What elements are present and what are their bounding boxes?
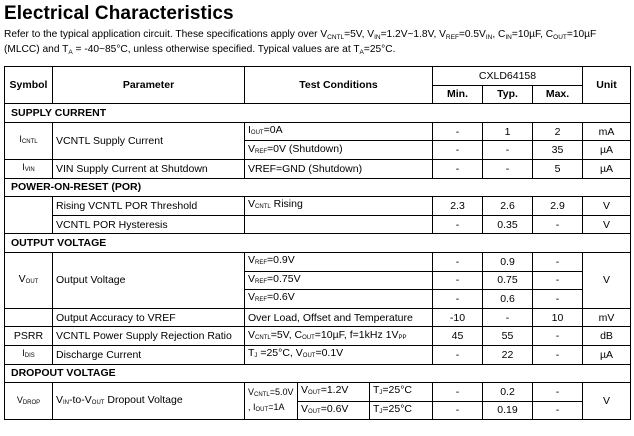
min-value: - bbox=[433, 401, 483, 420]
symbol-psrr: PSRR bbox=[5, 327, 53, 346]
cond-vdrop-temp-1: TJ=25°C bbox=[370, 383, 433, 402]
table-row bbox=[5, 122, 631, 141]
max-value: - bbox=[533, 327, 583, 346]
intro-text: Refer to the typical application circuit. These specifications apply over $V_{CNTL}=5V$, $V_{IN}=1.2V\sim 1.8V$, $V_{REF}=0.5V_{IN}$, $C_{IN}=10\mu F$, $C_{OUT}=10\mu F$ (MLCC) and $T_A$ = -40~85°C, unless otherwise specified. Typical values are at $T_A=25^\circ C$. bbox=[4, 29, 597, 56]
cond-por-hysteresis bbox=[245, 215, 433, 234]
header-typ: Typ. bbox=[483, 85, 533, 104]
param-psrr: VCNTL Power Supply Rejection Ratio bbox=[53, 327, 245, 346]
max-value: - bbox=[533, 290, 583, 309]
unit-value: µA bbox=[583, 345, 631, 364]
header-symbol: Symbol bbox=[5, 67, 53, 104]
cond-psrr: VCNTL=5V, COUT=10µF, f=1kHz 1VPP bbox=[245, 327, 433, 346]
header-min: Min. bbox=[433, 85, 483, 104]
typ-value: - bbox=[483, 308, 533, 327]
cond-vout-1: VREF=0.9V bbox=[245, 252, 433, 271]
max-value: - bbox=[533, 345, 583, 364]
unit-value: dB bbox=[583, 327, 631, 346]
table-row bbox=[5, 215, 631, 234]
param-ivin: VIN Supply Current at Shutdown bbox=[53, 159, 245, 178]
unit-value: µA bbox=[583, 159, 631, 178]
min-value: 45 bbox=[433, 327, 483, 346]
min-value: - bbox=[433, 252, 483, 271]
table-row bbox=[5, 159, 631, 178]
max-value: - bbox=[533, 401, 583, 420]
max-value: 5 bbox=[533, 159, 583, 178]
cond-idis: TJ =25°C, VOUT=0.1V bbox=[245, 345, 433, 364]
section-dropout-voltage: DROPOUT VOLTAGE bbox=[5, 364, 631, 383]
symbol-idis: IDIS bbox=[5, 345, 53, 364]
typ-value: - bbox=[483, 159, 533, 178]
param-por-threshold: Rising VCNTL POR Threshold bbox=[53, 197, 245, 216]
typ-value: 0.2 bbox=[483, 383, 533, 402]
min-value: -10 bbox=[433, 308, 483, 327]
cond-icntl-1: IOUT=0A bbox=[245, 122, 433, 141]
cond-vout-3: VREF=0.6V bbox=[245, 290, 433, 309]
min-value: - bbox=[433, 141, 483, 160]
param-accuracy: Output Accuracy to VREF bbox=[53, 308, 245, 327]
max-value: 2.9 bbox=[533, 197, 583, 216]
min-value: 2.3 bbox=[433, 197, 483, 216]
min-value: - bbox=[433, 122, 483, 141]
typ-value: 0.9 bbox=[483, 252, 533, 271]
min-value: - bbox=[433, 215, 483, 234]
table-row bbox=[5, 308, 631, 327]
page-title: Electrical Characteristics bbox=[4, 3, 234, 24]
unit-value: V bbox=[583, 197, 631, 216]
cond-vdrop-2: VOUT=0.6V bbox=[298, 401, 370, 420]
header-max: Max. bbox=[533, 85, 583, 104]
param-vout: Output Voltage bbox=[53, 252, 245, 308]
symbol-vdrop: VDROP bbox=[5, 383, 53, 420]
unit-value: V bbox=[583, 383, 631, 420]
param-icntl: VCNTL Supply Current bbox=[53, 122, 245, 159]
typ-value: 2.6 bbox=[483, 197, 533, 216]
table-row bbox=[5, 345, 631, 364]
symbol-accuracy-empty bbox=[5, 308, 53, 327]
max-value: 2 bbox=[533, 122, 583, 141]
table-row bbox=[5, 197, 631, 216]
unit-value: V bbox=[583, 215, 631, 234]
cond-ivin: VREF=GND (Shutdown) bbox=[245, 159, 433, 178]
table-row bbox=[5, 252, 631, 271]
electrical-characteristics-table bbox=[4, 66, 631, 420]
typ-value: 0.35 bbox=[483, 215, 533, 234]
param-por-hysteresis: VCNTL POR Hysteresis bbox=[53, 215, 245, 234]
table-row bbox=[5, 383, 631, 402]
header-unit: Unit bbox=[583, 67, 631, 104]
table-row bbox=[5, 327, 631, 346]
min-value: - bbox=[433, 345, 483, 364]
min-value: - bbox=[433, 383, 483, 402]
symbol-ivin: IVIN bbox=[5, 159, 53, 178]
typ-value: 1 bbox=[483, 122, 533, 141]
min-value: - bbox=[433, 271, 483, 290]
param-vdrop: VIN-to-VOUT Dropout Voltage bbox=[53, 383, 245, 420]
unit-value: µA bbox=[583, 141, 631, 160]
unit-value: mV bbox=[583, 308, 631, 327]
typ-value: 22 bbox=[483, 345, 533, 364]
max-value: - bbox=[533, 252, 583, 271]
section-por: POWER-ON-RESET (POR) bbox=[5, 178, 631, 197]
symbol-por-empty bbox=[5, 197, 53, 234]
section-output-voltage: OUTPUT VOLTAGE bbox=[5, 234, 631, 253]
cond-accuracy: Over Load, Offset and Temperature bbox=[245, 308, 433, 327]
cond-icntl-2: VREF=0V (Shutdown) bbox=[245, 141, 433, 160]
min-value: - bbox=[433, 290, 483, 309]
typ-value: - bbox=[483, 141, 533, 160]
unit-value: mA bbox=[583, 122, 631, 141]
param-idis: Discharge Current bbox=[53, 345, 245, 364]
typ-value: 0.6 bbox=[483, 290, 533, 309]
max-value: - bbox=[533, 215, 583, 234]
header-part-number: CXLD64158 bbox=[433, 67, 583, 86]
max-value: - bbox=[533, 271, 583, 290]
header-test-conditions: Test Conditions bbox=[245, 67, 433, 104]
typ-value: 0.19 bbox=[483, 401, 533, 420]
cond-vdrop-common: VCNTL=5.0V , IOUT=1A bbox=[245, 383, 298, 420]
max-value: 10 bbox=[533, 308, 583, 327]
section-supply-current: SUPPLY CURRENT bbox=[5, 104, 631, 123]
cond-vout-2: VREF=0.75V bbox=[245, 271, 433, 290]
max-value: 35 bbox=[533, 141, 583, 160]
typ-value: 55 bbox=[483, 327, 533, 346]
header-parameter: Parameter bbox=[53, 67, 245, 104]
unit-value: V bbox=[583, 252, 631, 308]
cond-por-threshold: VCNTL Rising bbox=[245, 197, 433, 216]
symbol-icntl: ICNTL bbox=[5, 122, 53, 159]
symbol-vout: VOUT bbox=[5, 252, 53, 308]
typ-value: 0.75 bbox=[483, 271, 533, 290]
cond-vdrop-temp-2: TJ=25°C bbox=[370, 401, 433, 420]
cond-vdrop-1: VOUT=1.2V bbox=[298, 383, 370, 402]
min-value: - bbox=[433, 159, 483, 178]
max-value: - bbox=[533, 383, 583, 402]
